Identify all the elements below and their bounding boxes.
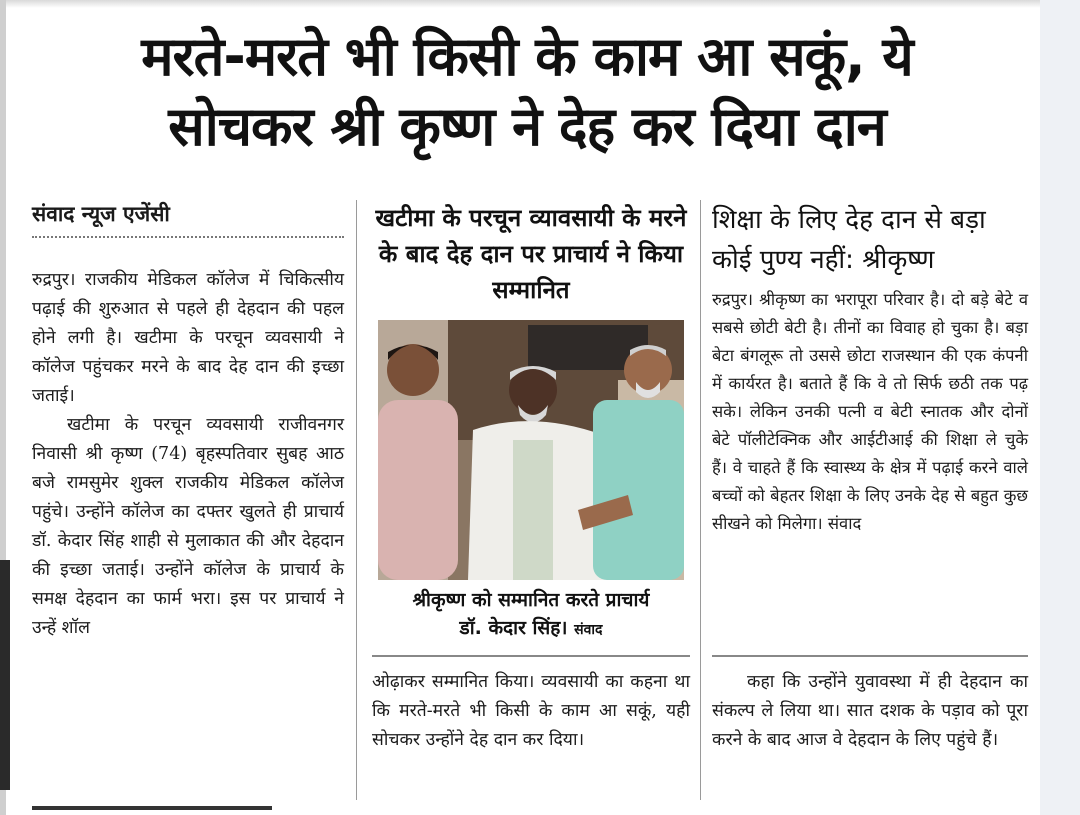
left-edge-dark-strip — [0, 560, 10, 790]
byline: संवाद न्यूज एजेंसी — [32, 200, 344, 238]
caption-line-2 — [372, 614, 690, 644]
main-headline — [22, 22, 1032, 162]
caption-credit: संवाद — [574, 622, 603, 638]
photo-caption — [372, 586, 690, 644]
column-2-body: ओढ़ाकर सम्मानित किया। व्यवसायी का कहना था कि मरते-मरते भी किसी के काम आ सकूं, यही सोचकर उन्होंने देह दान कर दिया। — [372, 672, 690, 750]
column-1-paragraph-2: खटीमा के परचून व्यवसायी राजीवनगर निवासी श्री कृष्ण (74) बृहस्पतिवार सुबह आठ बजे रामसुमेर शुक्ल राजकीय मेडिकल कॉलेज पहुंचे। उन्होंने कॉलेज का दफ्तर खुलते ही प्राचार्य डॉ. केदार सिंह शाही से मुलाकात की और देहदान की इच्छा जताई। उन्होंने कॉलेज के प्राचार्य के समक्ष देहदान का फार्म भरा। इस पर प्राचार्य ने उन्हें शॉल — [32, 415, 344, 638]
right-background-margin — [1040, 0, 1080, 815]
top-cut-edge — [0, 0, 1040, 8]
caption-name: डॉ. केदार सिंह। — [459, 617, 568, 639]
column-rule-2 — [700, 200, 701, 800]
column-3-divider — [712, 655, 1028, 657]
column-3-lower-body: कहा कि उन्होंने युवावस्था में ही देहदान का संकल्प ले लिया था। सात दशक के पड़ाव को पूरा करने के बाद आज वे देहदान के लिए पहुंचे हैं। — [712, 672, 1028, 750]
photo-illustration — [378, 320, 684, 580]
column-1-body — [32, 266, 344, 643]
photo-story-subheading: खटीमा के परचून व्यावसायी के मरने के बाद देह दान पर प्राचार्य ने किया सम्मानित — [375, 204, 687, 304]
column-3-lower-wrapper — [712, 668, 1028, 755]
caption-line-1: श्रीकृष्ण को सम्मानित करते प्राचार्य — [412, 589, 650, 611]
headline-line-1: मरते-मरते भी किसी के काम आ सकूं, ये — [141, 25, 913, 88]
side-story-body: रुद्रपुर। श्रीकृष्ण का भरापूरा परिवार है। दो बड़े बेटे व सबसे छोटी बेटी है। तीनों का विवाह हो चुका है। बड़ा बेटा बंगलूरू तो उससे छोटा राजस्थान की एक कंपनी में कार्यरत है। बताते हैं कि वे तो सिर्फ छठी तक पढ़ सके। लेकिन उनकी पत्नी व बेटी स्नातक और दोनों बेटे पॉलीटेक्निक और आईटीआई की शिक्षा ले चुके हैं। वे चाहते हैं कि स्वास्थ्य के क्षेत्र में पढ़ाई करने वाले बच्चों को बेहतर शिक्षा के लिए उनके देह से बहुत कुछ सीखने को मिलेगा। संवाद — [712, 290, 1028, 533]
column-1-paragraph-1: रुद्रपुर। राजकीय मेडिकल कॉलेज में चिकित्सीय पढ़ाई की शुरुआत से पहले ही देहदान की पहल होने लगी है। खटीमा के परचून व्यवसायी ने कॉलेज पहुंचकर मरने के बाद देह दान की इच्छा जताई। — [32, 270, 344, 406]
news-photo — [378, 320, 684, 580]
column-2-divider — [372, 655, 690, 657]
side-story-body-wrapper — [712, 286, 1028, 538]
side-story-subheading: शिक्षा के लिए देह दान से बड़ा कोई पुण्य नहीं: श्रीकृष्ण — [712, 205, 986, 275]
bottom-cut-text-fragment — [32, 800, 292, 815]
headline-line-2: सोचकर श्री कृष्ण ने देह कर दिया दान — [168, 95, 886, 158]
column-rule-1 — [356, 200, 357, 800]
cut-off-heading-strip — [32, 806, 272, 810]
